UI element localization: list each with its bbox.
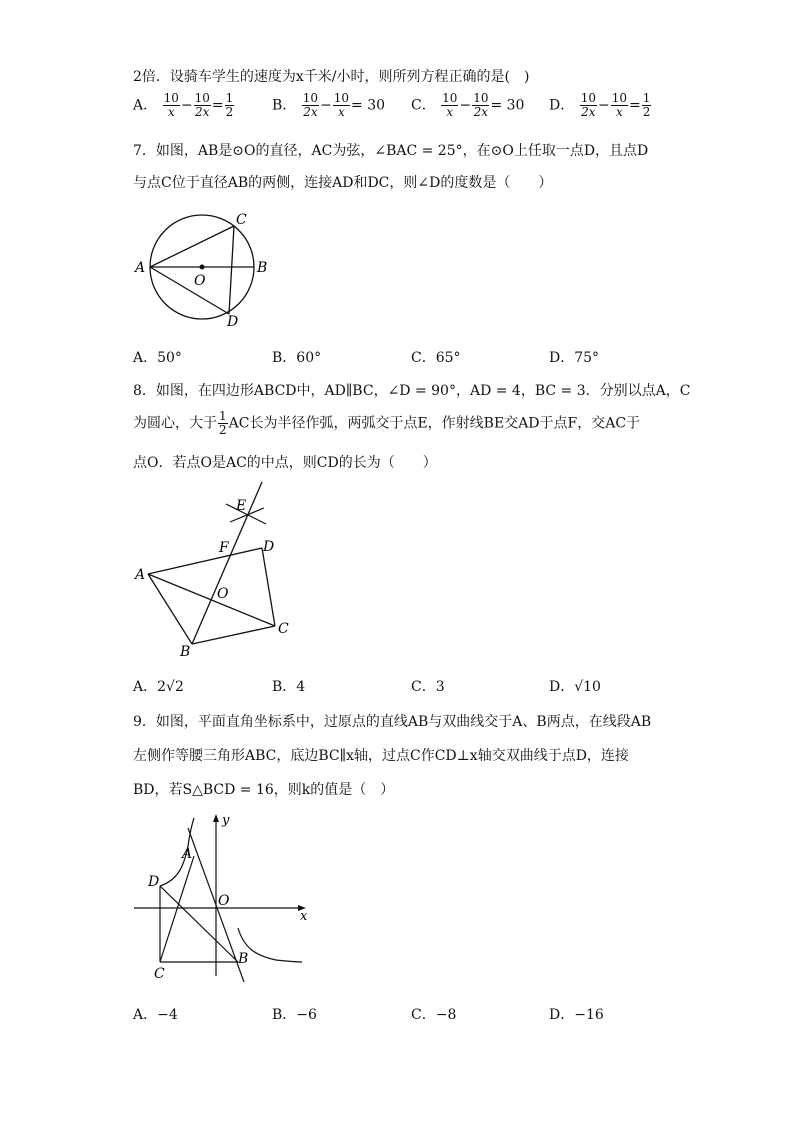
q6-option-a: A． $\frac{10}{x}$ − $\frac{10}{2x}$ = $\frac{1}{2}$ bbox=[133, 91, 234, 119]
q9-option-d: D．−16 bbox=[549, 1007, 604, 1023]
q9-label-a: A bbox=[182, 846, 193, 862]
q7-option-b: B．60° bbox=[272, 350, 322, 366]
q9-label-o: O bbox=[218, 893, 230, 909]
q9-option-a: A．−4 bbox=[133, 1007, 178, 1023]
q9-side-ac bbox=[160, 856, 194, 962]
q8-option-a: A．2√2 bbox=[133, 679, 184, 695]
q7-label-o: O bbox=[194, 273, 206, 289]
q7-option-d: D．75° bbox=[549, 350, 600, 366]
q8-label-e: E bbox=[236, 498, 247, 514]
q7-chord-dc bbox=[229, 226, 234, 314]
q8-line-3: 点O．若点O是AC的中点，则CD的长为（ ） bbox=[133, 455, 437, 471]
q6-option-c: C． $\frac{10}{x}$ − $\frac{10}{2x}$ = 30 bbox=[411, 91, 525, 119]
q8-option-c: C．3 bbox=[411, 679, 445, 695]
q8-ray-be bbox=[192, 482, 262, 644]
q8-label-b: B bbox=[180, 644, 191, 658]
q8-label-a: A bbox=[135, 567, 146, 583]
q6-text: 2倍．设骑车学生的速度为x千米/小时，则所列方程正确的是( ) bbox=[133, 69, 530, 85]
q7-label-c: C bbox=[236, 212, 247, 228]
q9-line-3: BD，若S△BCD = 16，则k的值是（ ） bbox=[133, 782, 395, 798]
q8-quadrilateral-figure bbox=[130, 478, 300, 658]
q9-label-x: x bbox=[300, 909, 308, 924]
q9-line-1: 9．如图，平面直角坐标系中，过原点的直线AB与双曲线交于A、B两点，在线段AB bbox=[133, 714, 652, 730]
q7-label-d: D bbox=[227, 314, 239, 330]
q7-option-c: C．65° bbox=[411, 350, 461, 366]
q9-label-d: D bbox=[148, 874, 160, 890]
q7-option-a: A．50° bbox=[133, 350, 182, 366]
q7-chord-ad bbox=[150, 267, 229, 314]
q8-label-c: C bbox=[278, 621, 289, 637]
q9-label-b: B bbox=[238, 951, 249, 967]
q8-side-dc bbox=[262, 548, 275, 626]
q6-option-d: D． $\frac{10}{2x}$ − $\frac{10}{x}$ = $\frac{1}{2}$ bbox=[549, 91, 651, 119]
q8-option-b: B．4 bbox=[272, 679, 306, 695]
q7-line-1: 7．如图，AB是⊙O的直径，AC为弦，∠BAC = 25°，在⊙O上任取一点D，且点D bbox=[133, 143, 649, 159]
q7-label-a: A bbox=[135, 260, 146, 276]
q7-line-2: 与点C位于直径AB的两侧，连接AD和DC，则∠D的度数是（ ） bbox=[133, 175, 553, 191]
q8-side-bc bbox=[192, 626, 275, 644]
q8-line-2: 为圆心，大于 $\frac{1}{2}$ AC长为半径作弧，两弧交于点E，作射线BE交AD于点F，交AC于 bbox=[133, 409, 641, 437]
q8-line-1: 8．如图，在四边形ABCD中，AD∥BC，∠D = 90°，AD = 4，BC = 3．分别以点A，C bbox=[133, 383, 691, 399]
q9-coordinate-figure bbox=[130, 810, 315, 995]
q8-label-f: F bbox=[219, 540, 229, 556]
q8-side-ab bbox=[148, 574, 192, 644]
q8-side-ad bbox=[148, 548, 262, 574]
q9-line-2: 左侧作等腰三角形ABC，底边BC∥x轴，过点C作CD⊥x轴交双曲线于点D，连接 bbox=[133, 748, 629, 764]
q8-option-d: D．√10 bbox=[549, 679, 601, 695]
q9-label-y: y bbox=[222, 813, 230, 828]
q9-option-c: C．−8 bbox=[411, 1007, 457, 1023]
q9-label-c: C bbox=[154, 966, 165, 982]
q8-label-d: D bbox=[263, 539, 275, 555]
q7-center-point bbox=[200, 265, 205, 270]
q7-label-b: B bbox=[257, 260, 268, 276]
q6-option-b: B． $\frac{10}{2x}$ − $\frac{10}{x}$ = 30 bbox=[272, 91, 386, 119]
q9-y-arrow bbox=[213, 814, 219, 822]
q7-circle-figure bbox=[130, 205, 280, 330]
q9-option-b: B．−6 bbox=[272, 1007, 317, 1023]
q8-label-o: O bbox=[217, 586, 229, 602]
